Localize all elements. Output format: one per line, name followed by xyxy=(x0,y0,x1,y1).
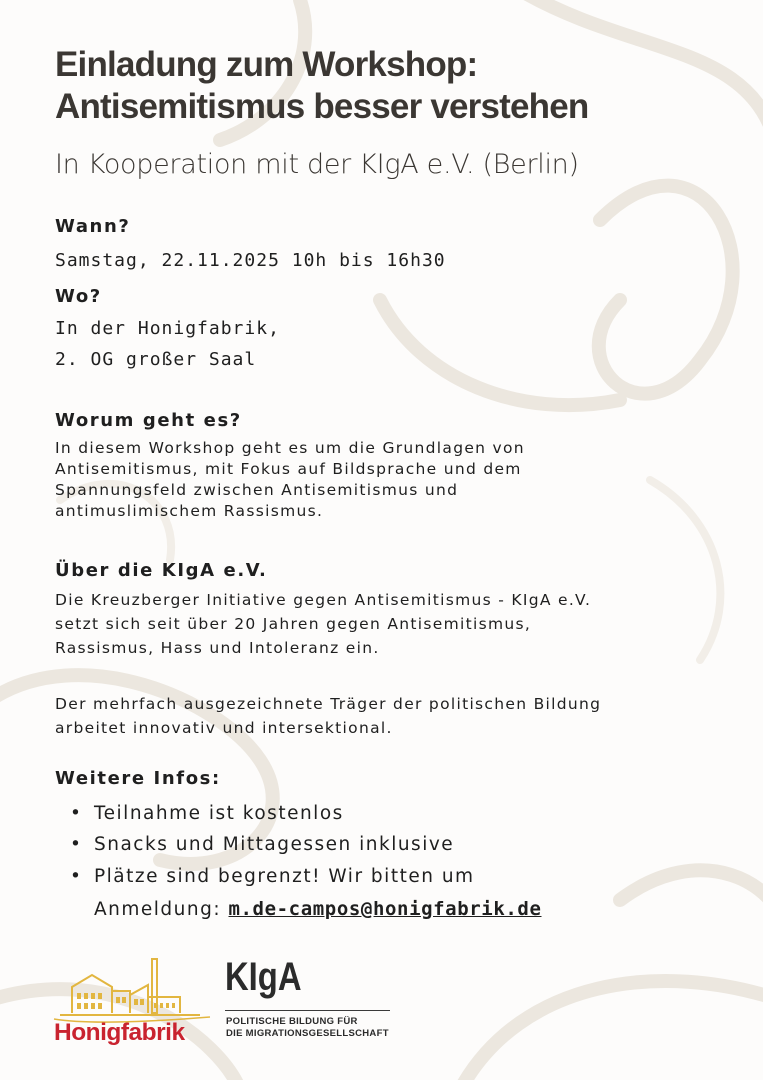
topic-line: In diesem Workshop geht es um die Grundlagen von xyxy=(55,439,525,457)
kiga-line: Rassismus, Hass und Intoleranz ein. xyxy=(55,639,380,657)
subtitle: In Kooperation mit der KIgA e.V. (Berlin) xyxy=(55,149,579,180)
kiga-heading: Über die KIgA e.V. xyxy=(55,560,268,581)
signup-text xyxy=(94,895,542,924)
page-title xyxy=(55,44,735,128)
kiga-line: Die Kreuzberger Initiative gegen Antisemitismus - KIgA e.V. xyxy=(55,591,592,609)
bullet-icon: • xyxy=(70,834,83,855)
title-line-1: Einladung zum Workshop: xyxy=(55,45,478,84)
list-item-text: Snacks und Mittagessen inklusive xyxy=(94,834,455,855)
bullet-icon: • xyxy=(70,866,83,887)
topic-paragraph xyxy=(55,438,745,522)
when-heading: Wann? xyxy=(55,216,131,237)
topic-line: Antisemitismus, mit Fokus auf Bildsprache und dem xyxy=(55,460,522,478)
kiga-logo-text: KIgA xyxy=(225,955,302,999)
signup-prefix: Anmeldung: xyxy=(94,899,229,920)
topic-heading: Worum geht es? xyxy=(55,410,242,431)
where-heading: Wo? xyxy=(55,286,102,307)
topic-line: antimuslimischem Rassismus. xyxy=(55,502,324,520)
where-line-2: 2. OG großer Saal xyxy=(55,349,257,370)
kiga-line: setzt sich seit über 20 Jahren gegen Antisemitismus, xyxy=(55,615,532,633)
when-text: Samstag, 22.11.2025 10h bis 16h30 xyxy=(55,250,446,271)
signup-email-link[interactable]: m.de-campos@honigfabrik.de xyxy=(228,898,542,920)
kiga-line: Der mehrfach ausgezeichnete Träger der politischen Bildung xyxy=(55,695,602,713)
kiga-logo-divider xyxy=(225,1010,390,1011)
kiga-paragraph-1 xyxy=(55,588,745,660)
list-item-text: Teilnahme ist kostenlos xyxy=(94,803,344,824)
honigfabrik-logo-text: Honigfabrik xyxy=(54,1019,185,1046)
bullet-icon: • xyxy=(70,803,83,824)
kiga-logo-tagline xyxy=(226,1016,396,1040)
kiga-tagline-2: DIE MIGRATIONSGESELLSCHAFT xyxy=(226,1028,389,1039)
kiga-tagline-1: POLITISCHE BILDUNG FÜR xyxy=(226,1016,358,1027)
kiga-paragraph-2 xyxy=(55,692,745,740)
title-line-2: Antisemitismus besser verstehen xyxy=(55,87,589,126)
where-line-1: In der Honigfabrik, xyxy=(55,318,280,339)
more-info-heading: Weitere Infos: xyxy=(55,768,221,789)
topic-line: Spannungsfeld zwischen Antisemitismus und xyxy=(55,481,459,499)
kiga-line: arbeitet innovativ und intersektional. xyxy=(55,719,393,737)
list-item-text: Plätze sind begrenzt! Wir bitten um xyxy=(94,866,475,887)
